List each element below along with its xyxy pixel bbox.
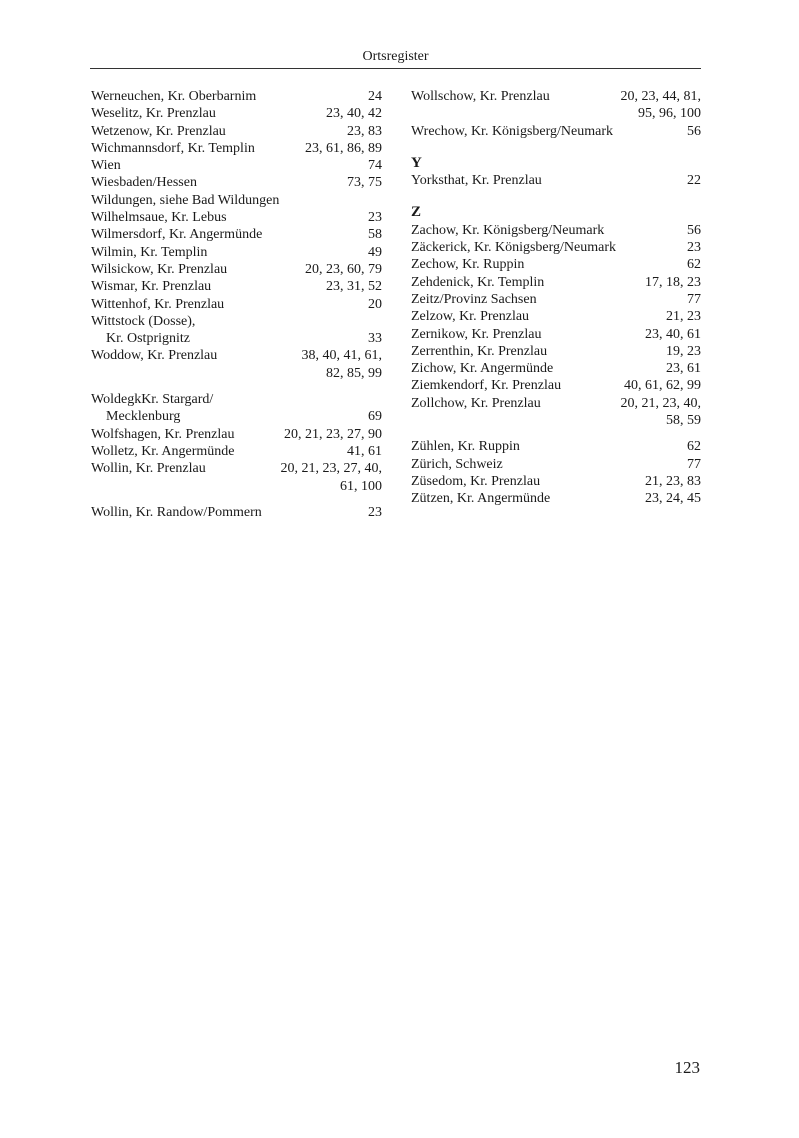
entry-line	[411, 456, 701, 473]
index-entry	[411, 490, 701, 507]
page-references: 49	[368, 244, 382, 260]
entry-gap	[411, 429, 701, 438]
page-references: 23, 24, 45	[645, 491, 701, 507]
entry-line	[411, 172, 701, 189]
place-name: Wilsickow, Kr. Prenzlau	[91, 261, 228, 277]
entry-line	[411, 274, 701, 291]
page-references-continued: 58, 59	[666, 413, 701, 429]
entry-line	[91, 391, 382, 408]
place-name: Wismar, Kr. Prenzlau	[91, 279, 212, 295]
header-rule	[90, 68, 701, 69]
place-name: Zürich, Schweiz	[411, 456, 503, 472]
page-references-continued: 61, 100	[340, 478, 382, 494]
left-entry-list	[91, 88, 382, 521]
index-entry	[91, 140, 382, 157]
page-references: 23	[368, 210, 382, 226]
place-name: Wolfshagen, Kr. Prenzlau	[91, 426, 235, 442]
page-references: 62	[687, 439, 701, 455]
page-references: 20, 21, 23, 27, 90	[284, 426, 382, 442]
page-references: 21, 23, 83	[645, 473, 701, 489]
place-name: Zeitz/Provinz Sachsen	[411, 291, 537, 307]
index-column-left	[91, 88, 382, 521]
entry-line	[91, 330, 382, 347]
entry-line	[411, 438, 701, 455]
page-references: 23, 31, 52	[326, 279, 382, 295]
page-references: 23	[368, 504, 382, 520]
entry-line	[91, 504, 382, 521]
entry-line	[91, 460, 382, 477]
page-references: 74	[368, 158, 382, 174]
entry-line	[411, 343, 701, 360]
index-entry	[411, 222, 701, 239]
index-entry	[411, 308, 701, 325]
place-name: Zernikow, Kr. Prenzlau	[411, 326, 542, 342]
page-references: 20	[368, 296, 382, 312]
index-entry	[91, 278, 382, 295]
place-name: Wolletz, Kr. Angermünde	[91, 443, 235, 459]
index-entry	[91, 296, 382, 313]
index-entry	[411, 274, 701, 291]
page-references: 19, 23	[666, 343, 701, 359]
index-entry	[91, 408, 382, 425]
index-entry	[411, 123, 701, 140]
entry-line	[411, 88, 701, 105]
entry-line	[91, 157, 382, 174]
place-name: Wien	[91, 158, 121, 174]
page-references: 20, 23, 60, 79	[305, 261, 382, 277]
entry-line	[411, 326, 701, 343]
entry-line	[91, 88, 382, 105]
entry-line	[411, 239, 701, 256]
place-name: Wilhelmsaue, Kr. Lebus	[91, 210, 227, 226]
entry-line	[91, 244, 382, 261]
place-name: Mecklenburg	[106, 409, 181, 425]
page-references: 73, 75	[347, 175, 382, 191]
place-name: Zehdenick, Kr. Templin	[411, 274, 545, 290]
entry-line	[91, 426, 382, 443]
page-references: 58	[368, 227, 382, 243]
entry-line	[411, 377, 701, 394]
page-references: 77	[687, 456, 701, 472]
place-name: Wollin, Kr. Prenzlau	[91, 461, 206, 477]
place-name: Zäckerick, Kr. Königsberg/Neumark	[411, 240, 617, 256]
page-references-continued: 95, 96, 100	[638, 106, 701, 122]
index-entry	[411, 395, 701, 430]
index-column-right	[411, 88, 701, 508]
index-entry	[91, 174, 382, 191]
page-references: 23, 61, 86, 89	[305, 140, 382, 156]
place-name: Ziemkendorf, Kr. Prenzlau	[411, 378, 562, 394]
index-entry	[411, 172, 701, 189]
page-references: 22	[687, 173, 701, 189]
place-name: Wilmin, Kr. Templin	[91, 244, 208, 260]
page-references: 56	[687, 123, 701, 139]
page-references: 56	[687, 222, 701, 238]
index-entry	[91, 157, 382, 174]
page-references: 23, 83	[347, 123, 382, 139]
right-entry-list	[411, 88, 701, 140]
entry-line	[91, 105, 382, 122]
index-entry	[91, 192, 382, 209]
entry-line	[91, 174, 382, 191]
index-entry	[411, 239, 701, 256]
index-entry	[91, 460, 382, 495]
section-gap	[411, 140, 701, 149]
page-number: 123	[674, 1058, 700, 1077]
entry-line	[411, 360, 701, 377]
index-entry	[91, 105, 382, 122]
entry-line	[411, 490, 701, 507]
index-entry	[411, 326, 701, 343]
place-name: Zachow, Kr. Königsberg/Neumark	[411, 222, 605, 238]
index-entry	[411, 438, 701, 455]
place-name: Wetzenow, Kr. Prenzlau	[91, 123, 226, 139]
page-references-continued: 82, 85, 99	[326, 365, 382, 381]
index-entry	[91, 261, 382, 278]
index-entry	[91, 443, 382, 460]
entry-line	[411, 291, 701, 308]
index-entry	[91, 391, 382, 408]
place-name: Wollin, Kr. Randow/Pommern	[91, 504, 262, 520]
section-z-entries	[411, 222, 701, 508]
place-name: Yorksthat, Kr. Prenzlau	[411, 173, 542, 189]
section-letter-z: Z	[411, 204, 422, 221]
index-entry	[91, 313, 382, 330]
index-entry	[91, 504, 382, 521]
page-references: 23, 61	[666, 361, 701, 377]
section-gap	[411, 189, 701, 198]
place-name: Wiesbaden/Hessen	[91, 175, 197, 191]
entry-line	[411, 473, 701, 490]
page-references: 23, 40, 61	[645, 326, 701, 342]
index-entry	[411, 291, 701, 308]
place-name: Zerrenthin, Kr. Prenzlau	[411, 343, 548, 359]
place-name: Zechow, Kr. Ruppin	[411, 257, 525, 273]
page-references: 23, 40, 42	[326, 106, 382, 122]
index-entry	[411, 88, 701, 123]
place-name: Kr. Ostprignitz	[106, 331, 190, 347]
index-entry	[411, 456, 701, 473]
place-name: Zühlen, Kr. Ruppin	[411, 439, 520, 455]
running-header: Ortsregister	[362, 49, 429, 64]
place-name: Werneuchen, Kr. Oberbarnim	[91, 89, 257, 104]
entry-line	[91, 123, 382, 140]
page-references: 20, 23, 44, 81,	[620, 89, 701, 104]
index-entry	[411, 343, 701, 360]
page-references: 17, 18, 23	[645, 274, 701, 290]
page-references: 41, 61	[347, 443, 382, 459]
entry-line	[411, 222, 701, 239]
section-y-entries	[411, 172, 701, 189]
index-entry	[91, 226, 382, 243]
page-references: 40, 61, 62, 99	[624, 378, 701, 394]
index-entry	[91, 244, 382, 261]
index-entry	[91, 330, 382, 347]
entry-line	[411, 308, 701, 325]
place-name: Zichow, Kr. Angermünde	[411, 361, 554, 377]
index-entry	[91, 209, 382, 226]
entry-line	[411, 395, 701, 412]
entry-line	[91, 347, 382, 364]
place-name: Zelzow, Kr. Prenzlau	[411, 309, 530, 325]
index-entry	[411, 377, 701, 394]
page-references: 62	[687, 257, 701, 273]
place-name: Zützen, Kr. Angermünde	[411, 491, 551, 507]
entry-line	[411, 123, 701, 140]
place-name: WoldegkKr. Stargard/	[91, 392, 214, 408]
place-name: Wittstock (Dosse),	[91, 313, 196, 329]
entry-line	[91, 140, 382, 157]
place-name: Wilmersdorf, Kr. Angermünde	[91, 227, 263, 243]
index-entry	[411, 256, 701, 273]
place-name: Weselitz, Kr. Prenzlau	[91, 106, 216, 122]
page-references: 21, 23	[666, 309, 701, 325]
entry-gap	[91, 382, 382, 391]
entry-line	[91, 226, 382, 243]
entry-line	[91, 278, 382, 295]
place-name: Wichmannsdorf, Kr. Templin	[91, 140, 255, 156]
entry-line	[411, 256, 701, 273]
index-entry	[411, 473, 701, 490]
index-entry	[411, 360, 701, 377]
entry-line	[91, 209, 382, 226]
entry-line	[91, 296, 382, 313]
place-name: Wollschow, Kr. Prenzlau	[411, 89, 550, 104]
place-name: Wrechow, Kr. Königsberg/Neumark	[411, 123, 613, 139]
page-references: 20, 21, 23, 40,	[620, 395, 701, 411]
page-references: 24	[368, 89, 382, 104]
place-name: Züsedom, Kr. Prenzlau	[411, 473, 541, 489]
entry-line	[91, 408, 382, 425]
index-entry	[91, 88, 382, 105]
page-references: 69	[368, 409, 382, 425]
place-name: Zollchow, Kr. Prenzlau	[411, 395, 541, 411]
entry-line	[91, 192, 382, 209]
place-name: Wittenhof, Kr. Prenzlau	[91, 296, 225, 312]
page-references: 33	[368, 331, 382, 347]
index-entry	[91, 347, 382, 382]
page-references: 77	[687, 291, 701, 307]
entry-line	[91, 443, 382, 460]
place-name: Woddow, Kr. Prenzlau	[91, 348, 218, 364]
place-name: Wildungen, siehe Bad Wildungen	[91, 192, 280, 208]
page-references: 23	[687, 240, 701, 256]
entry-line	[91, 261, 382, 278]
entry-gap	[91, 495, 382, 504]
index-entry	[91, 426, 382, 443]
index-entry	[91, 123, 382, 140]
page-references: 38, 40, 41, 61,	[301, 348, 382, 364]
section-letter-y: Y	[411, 154, 422, 171]
entry-line	[91, 313, 382, 330]
page-references: 20, 21, 23, 27, 40,	[280, 461, 382, 477]
